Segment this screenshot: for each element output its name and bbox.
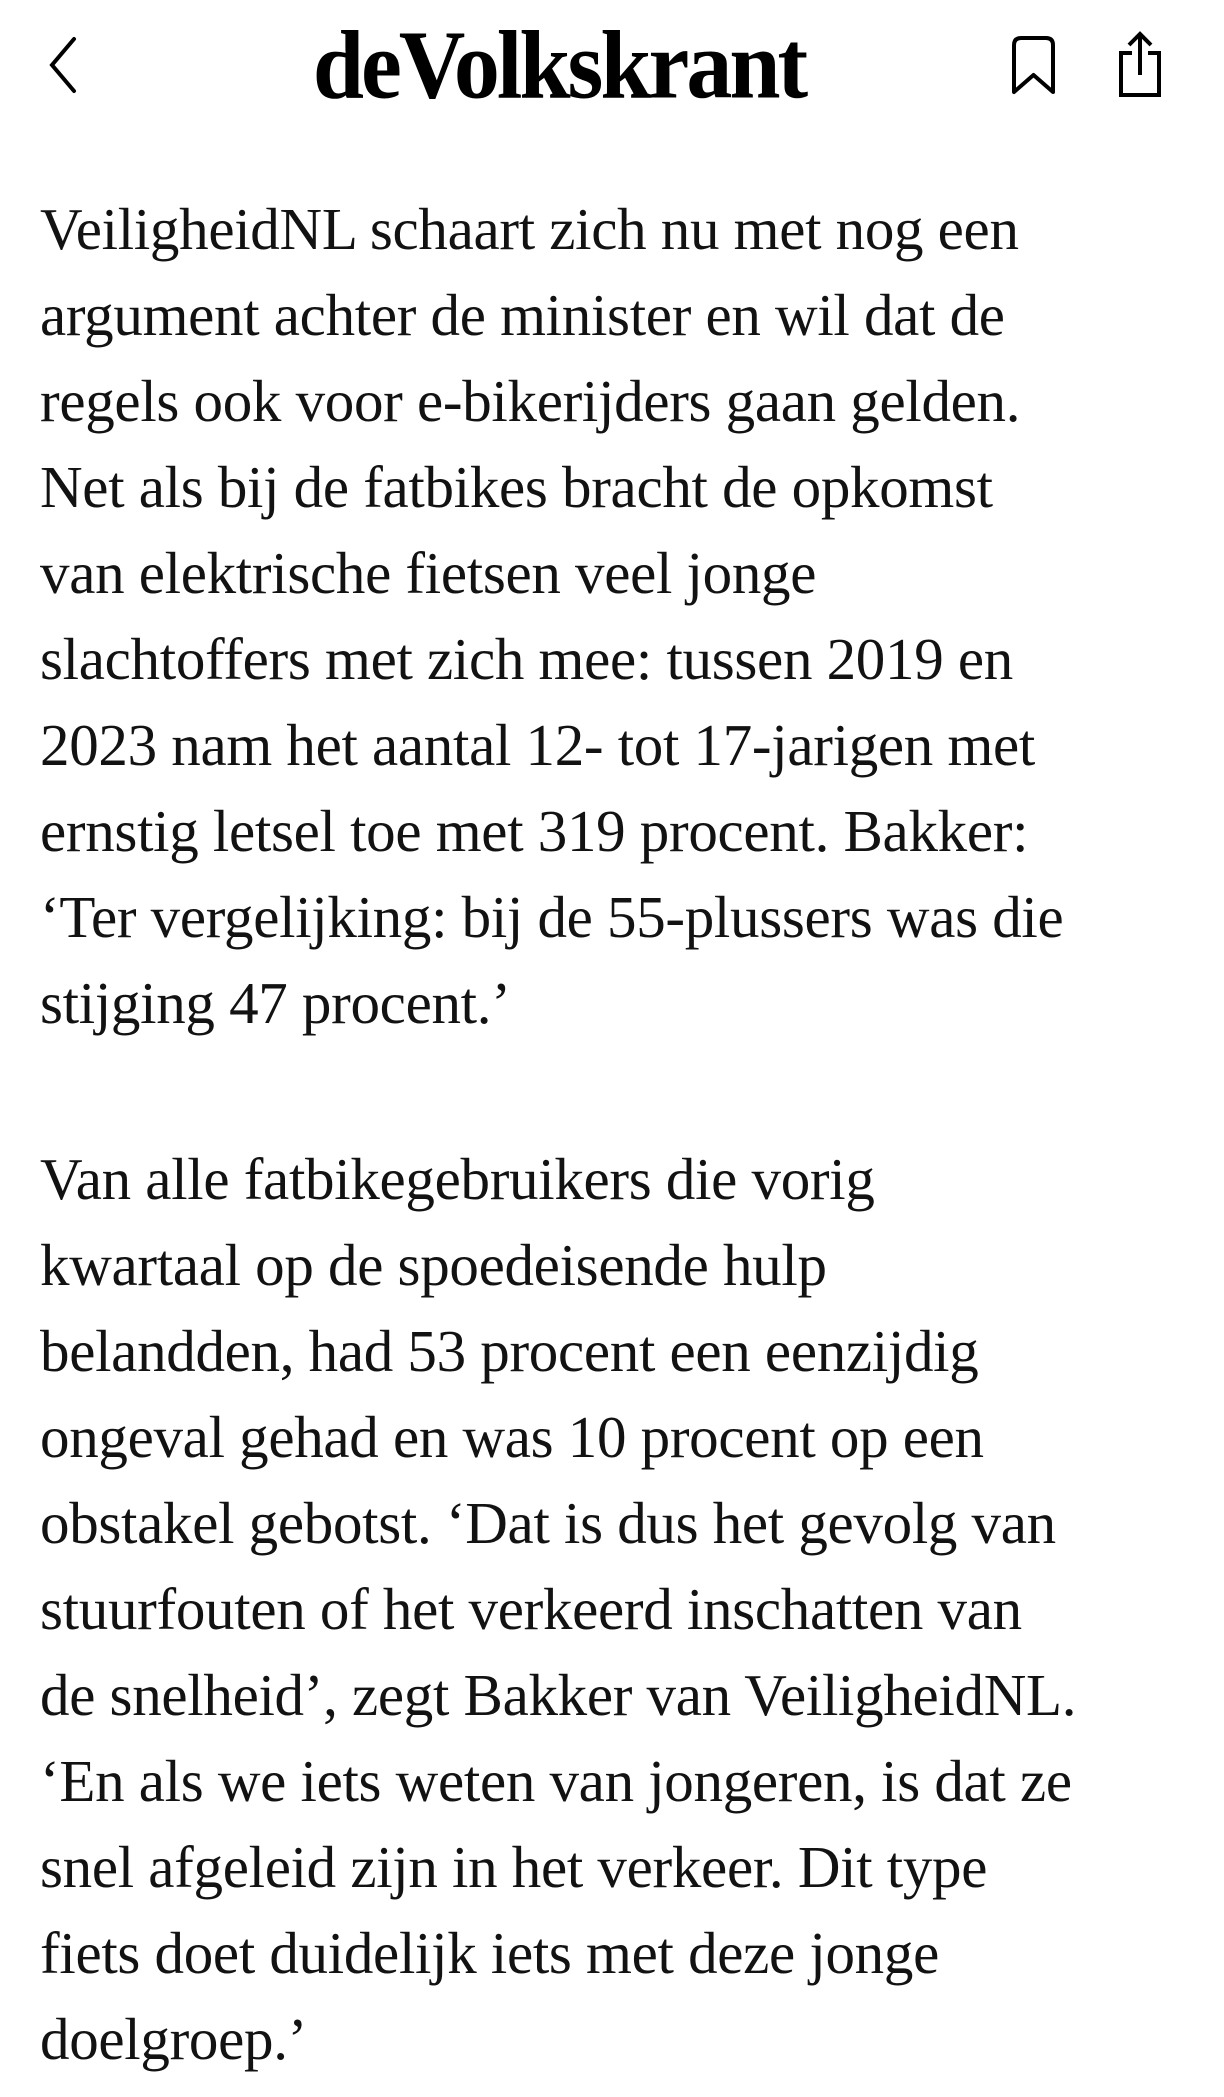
article-line: stijging 47 procent.’ xyxy=(40,970,511,1036)
article-line: belandden, had 53 procent een eenzijdig xyxy=(40,1318,979,1384)
article-line: van elektrische fietsen veel jonge xyxy=(40,540,817,606)
article-line: ernstig letsel toe met 319 procent. Bakker: xyxy=(40,798,1029,864)
article-line: snel afgeleid zijn in het verkeer. Dit type xyxy=(40,1834,988,1900)
article-line: doelgroep.’ xyxy=(40,2006,308,2072)
article-line: fiets doet duidelijk iets met deze jonge xyxy=(40,1920,939,1986)
logo-container xyxy=(118,10,1000,119)
article-line: kwartaal op de spoedeisende hulp xyxy=(40,1232,827,1298)
article-line: de snelheid’, zegt Bakker van VeiligheidNL. xyxy=(40,1662,1077,1728)
article-line: slachtoffers met zich mee: tussen 2019 en xyxy=(40,626,1013,692)
article-line: 2023 nam het aantal 12- tot 17-jarigen met xyxy=(40,712,1036,778)
header-bar xyxy=(0,0,1224,130)
article-line: ongeval gehad en was 10 procent op een xyxy=(40,1404,984,1470)
article-line: stuurfouten of het verkeerd inschatten van xyxy=(40,1576,1022,1642)
back-button[interactable] xyxy=(48,36,118,94)
bookmark-button[interactable] xyxy=(1010,34,1057,96)
article-line: ‘Ter vergelijking: bij de 55-plussers was die xyxy=(40,884,1064,950)
volkskrant-logo: deVolkskrant xyxy=(312,10,806,119)
bookmark-icon xyxy=(1010,34,1057,96)
article-line: argument achter de minister en wil dat de xyxy=(40,282,1005,348)
article-body xyxy=(0,130,1224,2082)
article-paragraph xyxy=(40,186,1184,1046)
article-line: regels ook voor e-bikerijders gaan gelden. xyxy=(40,368,1021,434)
article-paragraph xyxy=(40,1136,1184,2082)
article-line: Van alle fatbikegebruikers die vorig xyxy=(40,1146,875,1212)
share-button[interactable] xyxy=(1117,31,1163,99)
article-line: VeiligheidNL schaart zich nu met nog een xyxy=(40,196,1019,262)
article-line: obstakel gebotst. ‘Dat is dus het gevolg van xyxy=(40,1490,1056,1556)
article-line: ‘En als we iets weten van jongeren, is dat ze xyxy=(40,1748,1072,1814)
article-line: Net als bij de fatbikes bracht de opkomst xyxy=(40,454,993,520)
chevron-left-icon xyxy=(48,36,78,94)
share-icon xyxy=(1117,31,1163,99)
